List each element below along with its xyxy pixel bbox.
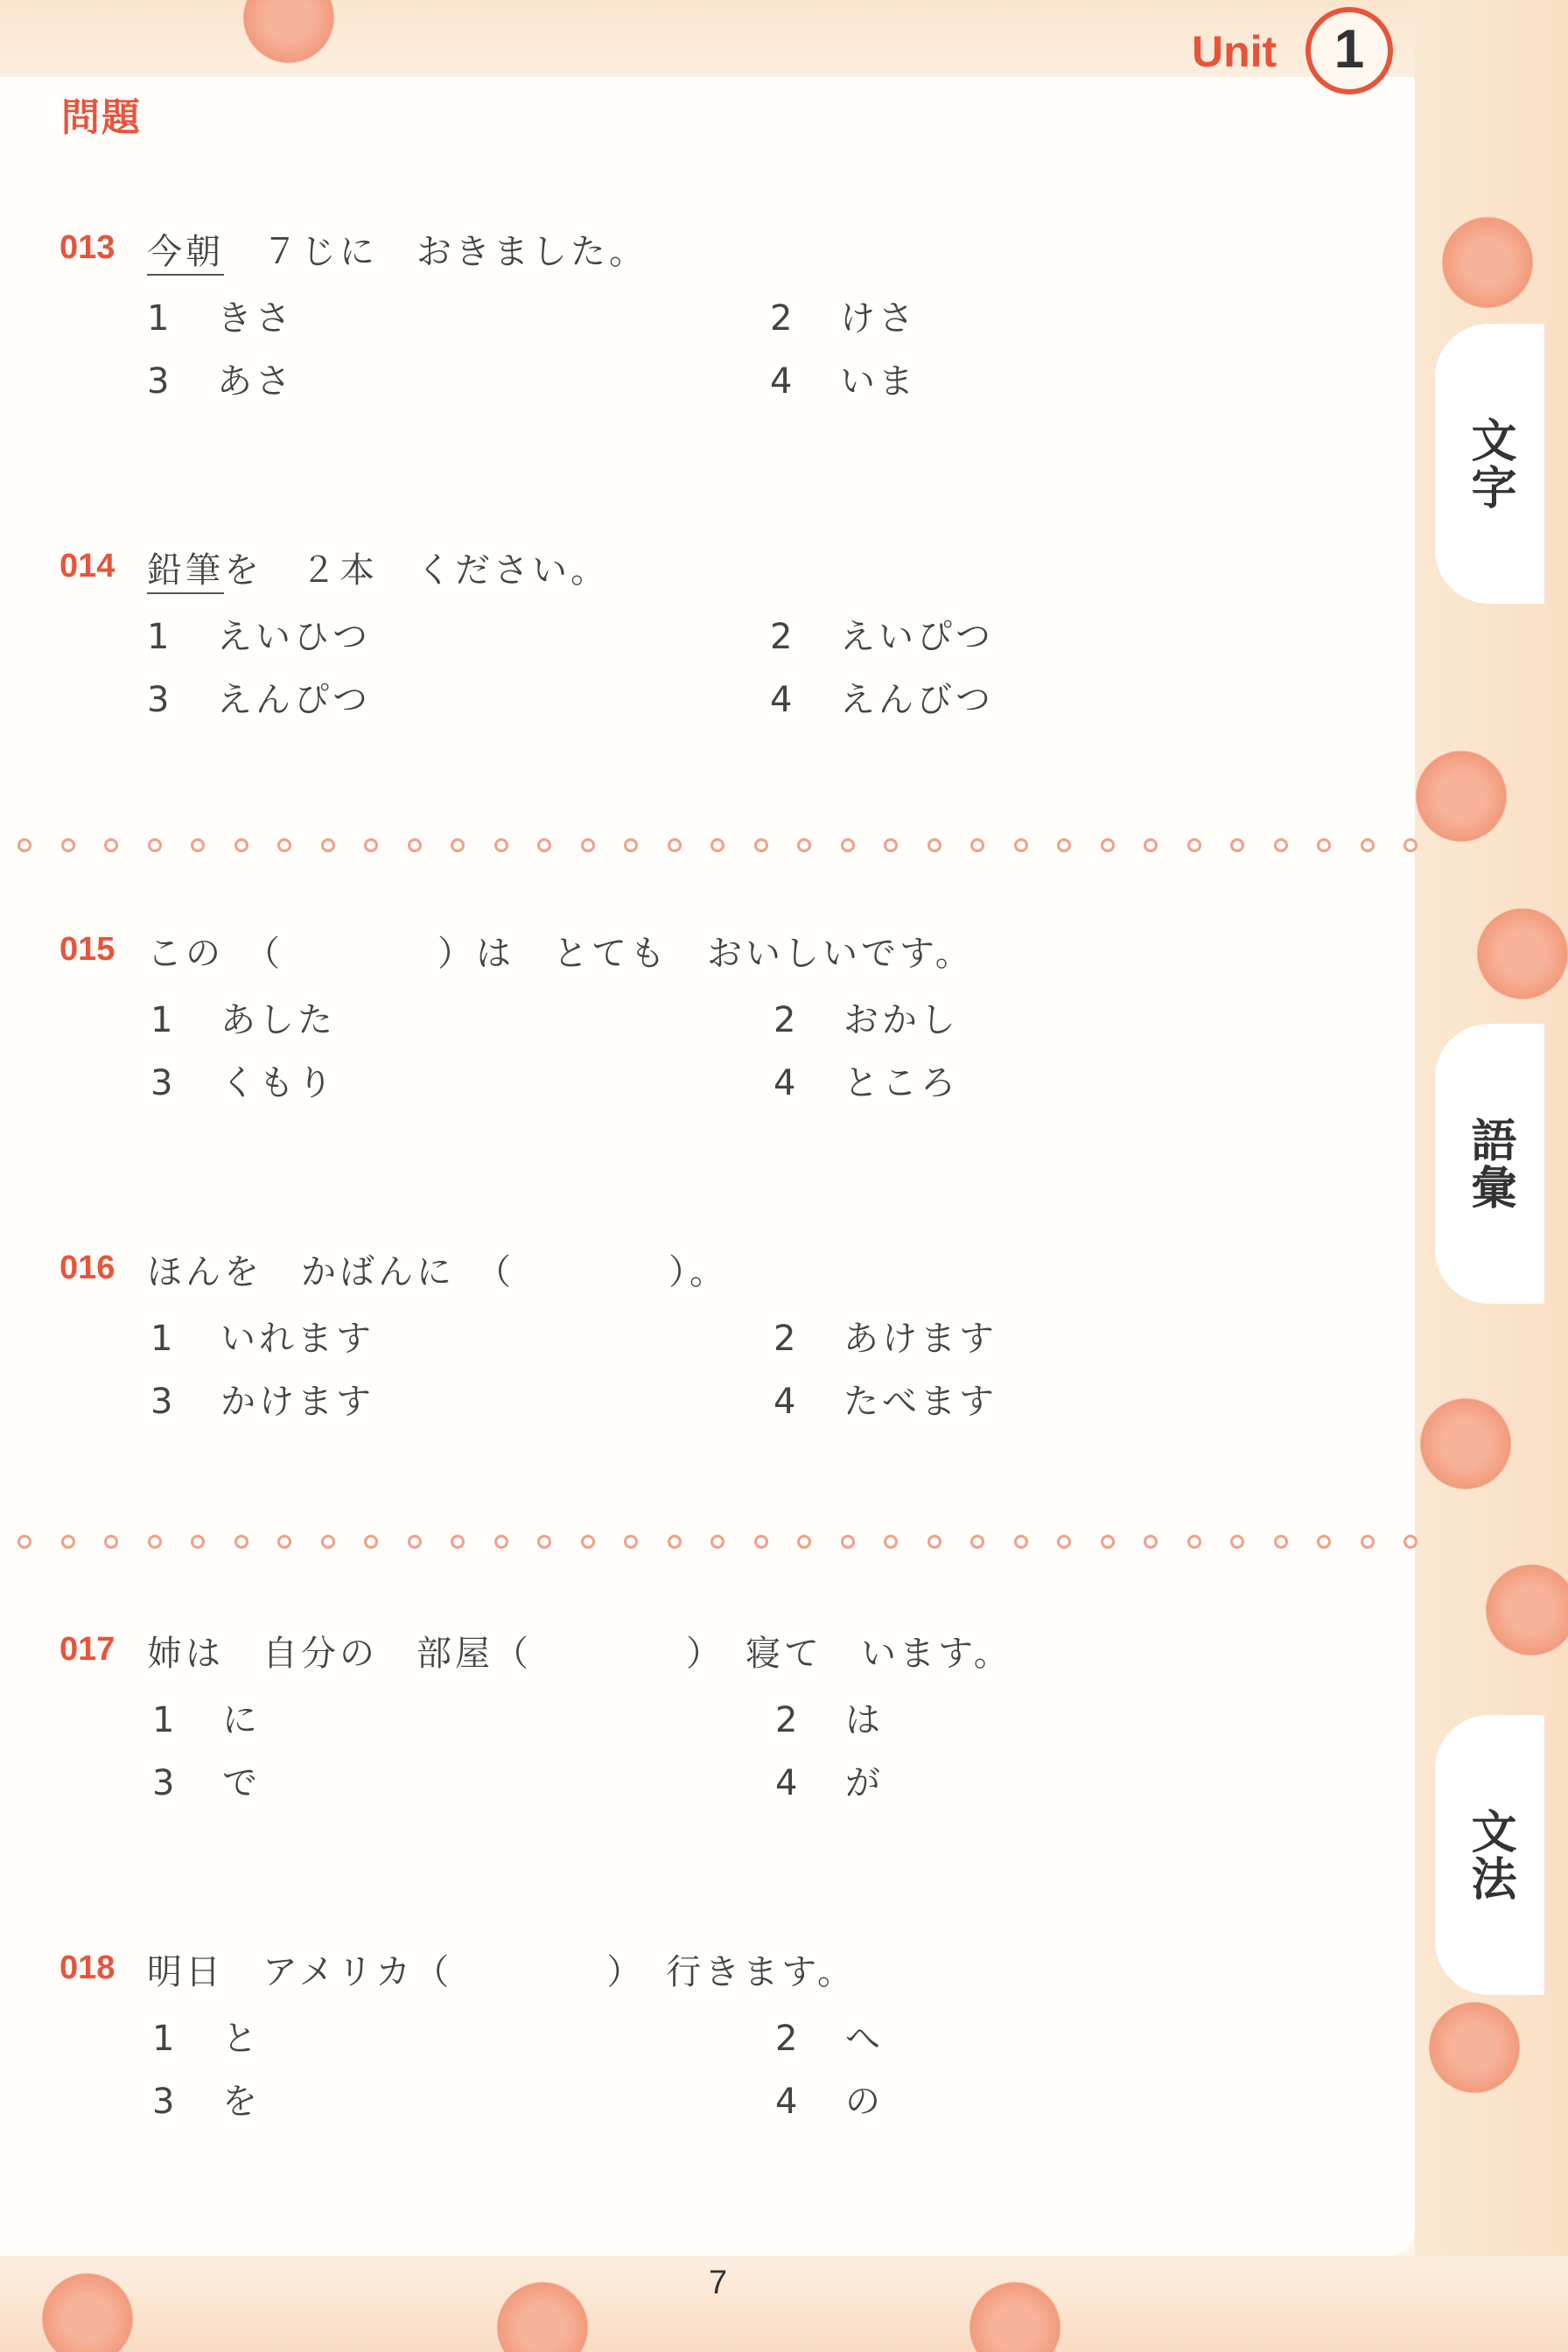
option-text: いま xyxy=(840,361,917,402)
option-number: 3 xyxy=(150,1382,177,1422)
dotted-divider xyxy=(18,838,1418,859)
option-number: 4 xyxy=(774,1063,800,1103)
option-3[interactable] xyxy=(150,1374,374,1424)
question-number: 013 xyxy=(60,229,116,266)
option-number: 1 xyxy=(152,2019,178,2059)
question-stem: ほんを かばんに （ ）。 xyxy=(147,1252,728,1292)
option-number: 3 xyxy=(150,1063,177,1103)
option-number: 1 xyxy=(147,298,173,339)
option-text: あさ xyxy=(217,361,294,402)
option-text: えんぴつ xyxy=(217,680,371,720)
dotted-divider xyxy=(18,1535,1418,1556)
option-text: で xyxy=(222,1763,261,1803)
option-3[interactable] xyxy=(147,354,294,403)
option-number: 3 xyxy=(152,2082,178,2122)
option-4[interactable] xyxy=(774,1055,959,1105)
option-text: を xyxy=(222,2082,261,2122)
underlined-word: 今朝 xyxy=(147,232,224,276)
unit-number-badge: 1 xyxy=(1306,7,1393,94)
option-number: 2 xyxy=(774,1000,800,1040)
option-text: きさ xyxy=(217,298,294,339)
question-number: 017 xyxy=(60,1631,116,1668)
side-tab-bunpo[interactable] xyxy=(1435,1715,1544,1995)
option-number: 1 xyxy=(150,1319,177,1359)
option-2[interactable] xyxy=(775,1692,884,1742)
option-number: 1 xyxy=(150,1000,177,1040)
option-text: えいぴつ xyxy=(840,617,994,657)
section-title: 問題 xyxy=(61,95,142,140)
option-number: 3 xyxy=(152,1763,178,1803)
side-tab-goi[interactable] xyxy=(1435,1024,1544,1304)
question-stem: この （ ）は とても おいしいです。 xyxy=(147,934,974,974)
option-1[interactable] xyxy=(152,1692,261,1742)
side-tab-label: 文字 xyxy=(1463,416,1516,511)
option-1[interactable] xyxy=(150,1311,374,1361)
flower-icon xyxy=(1470,901,1568,1006)
flower-icon xyxy=(1409,744,1514,849)
option-4[interactable] xyxy=(770,672,994,722)
question-number: 015 xyxy=(60,931,116,968)
option-number: 4 xyxy=(774,1382,800,1422)
option-2[interactable] xyxy=(770,290,917,340)
question-stem xyxy=(147,224,648,274)
option-text: は xyxy=(845,1700,884,1740)
question-stem: 姉は 自分の 部屋（ ） 寝て います。 xyxy=(147,1634,1012,1674)
option-4[interactable] xyxy=(770,354,917,403)
option-number: 1 xyxy=(152,1700,178,1740)
page-number: 7 xyxy=(709,2264,728,2301)
option-number: 4 xyxy=(770,361,796,402)
option-number: 2 xyxy=(775,2019,802,2059)
option-text: が xyxy=(845,1763,884,1803)
option-number: 3 xyxy=(147,361,173,402)
flower-icon xyxy=(1422,1995,1527,2100)
option-3[interactable] xyxy=(150,1055,336,1105)
option-text: おかし xyxy=(844,1000,959,1040)
option-1[interactable] xyxy=(147,290,294,340)
option-text: あけます xyxy=(844,1319,998,1359)
option-2[interactable] xyxy=(774,992,959,1042)
option-number: 4 xyxy=(775,2082,802,2122)
question-stem xyxy=(147,542,609,592)
option-text: かけます xyxy=(220,1382,374,1422)
option-number: 2 xyxy=(775,1700,802,1740)
option-number: 3 xyxy=(147,680,173,720)
option-number: 4 xyxy=(775,1763,802,1803)
option-text: と xyxy=(222,2019,261,2059)
option-3[interactable] xyxy=(147,672,371,722)
unit-label: Unit xyxy=(1192,27,1278,76)
side-tab-moji[interactable] xyxy=(1435,324,1544,604)
side-tab-label: 文法 xyxy=(1463,1808,1516,1902)
flower-icon xyxy=(1413,1391,1518,1496)
question-number: 018 xyxy=(60,1950,116,1986)
option-text: たべます xyxy=(844,1382,998,1422)
option-text: へ xyxy=(845,2019,884,2059)
underlined-word: 鉛筆 xyxy=(147,550,224,594)
flower-icon xyxy=(1435,210,1540,315)
option-text: あした xyxy=(220,1000,336,1040)
side-tab-label: 語彙 xyxy=(1463,1116,1516,1211)
option-2[interactable] xyxy=(774,1311,998,1361)
option-number: 2 xyxy=(774,1319,800,1359)
option-1[interactable] xyxy=(152,2011,261,2061)
question-stem: 明日 アメリカ（ ） 行きます。 xyxy=(147,1952,856,1992)
option-number: 4 xyxy=(770,680,796,720)
option-1[interactable] xyxy=(147,609,371,659)
option-number: 2 xyxy=(770,617,796,657)
option-text: けさ xyxy=(840,298,917,339)
option-2[interactable] xyxy=(770,609,994,659)
option-text: いれます xyxy=(220,1319,374,1359)
option-3[interactable] xyxy=(152,2074,261,2124)
option-3[interactable] xyxy=(152,1755,261,1805)
option-4[interactable] xyxy=(775,2074,884,2124)
option-number: 1 xyxy=(147,617,173,657)
option-text: くもり xyxy=(220,1063,336,1103)
bottom-floral-border xyxy=(0,2256,1568,2352)
option-1[interactable] xyxy=(150,992,336,1042)
question-number: 016 xyxy=(60,1250,116,1286)
stem-text: ７じに おきました。 xyxy=(224,232,648,272)
question-number: 014 xyxy=(60,548,116,584)
option-text: えんびつ xyxy=(840,680,994,720)
option-text: えいひつ xyxy=(217,617,371,657)
option-text: に xyxy=(222,1700,261,1740)
stem-text: を ２本 ください。 xyxy=(224,550,609,591)
content-panel xyxy=(0,77,1415,2256)
option-number: 2 xyxy=(770,298,796,339)
option-4[interactable] xyxy=(774,1374,998,1424)
option-2[interactable] xyxy=(775,2011,884,2061)
option-text: ところ xyxy=(844,1063,959,1103)
option-4[interactable] xyxy=(775,1755,884,1805)
option-text: の xyxy=(845,2082,884,2122)
